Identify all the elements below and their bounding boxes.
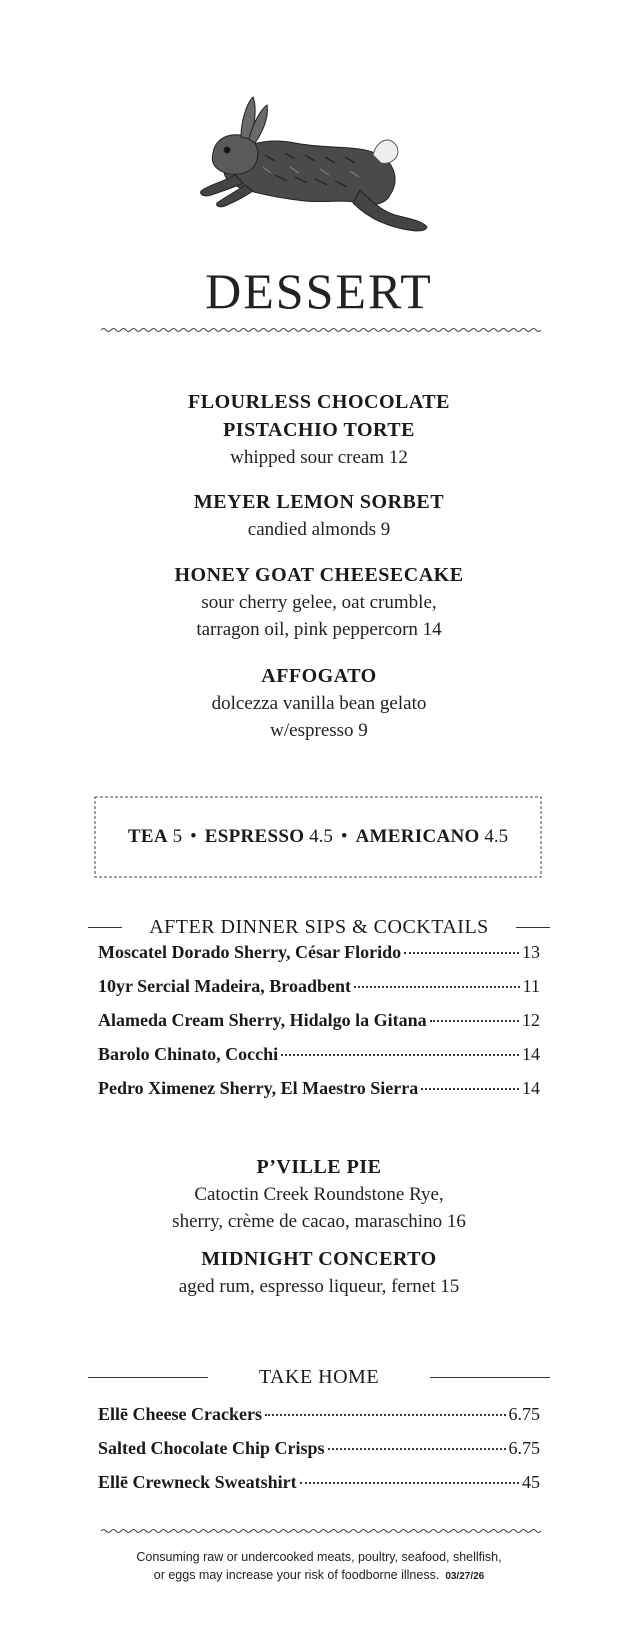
item-name: Moscatel Dorado Sherry, César Florido <box>98 942 402 962</box>
item-name: P’VILLE PIE <box>256 1156 382 1178</box>
leader-dots <box>354 986 520 988</box>
item-description: tarragon oil, pink peppercorn 14 <box>196 619 442 640</box>
espresso-price: 4.5 <box>309 826 333 847</box>
leader-dots <box>328 1448 506 1450</box>
item-name: AFFOGATO <box>261 665 377 687</box>
section-heading <box>88 912 550 942</box>
item-name: MEYER LEMON SORBET <box>193 491 445 513</box>
menu-item <box>0 561 638 643</box>
list-item <box>98 1404 540 1438</box>
americano-label: AMERICANO <box>355 826 480 847</box>
item-description: sour cherry gelee, oat crumble, <box>201 592 437 613</box>
section-title: TAKE HOME <box>258 1365 380 1388</box>
item-price: 6.75 <box>508 1438 540 1458</box>
leader-dots <box>421 1088 519 1090</box>
menu-item <box>0 388 638 471</box>
list-item <box>98 942 540 976</box>
list-item <box>98 1472 540 1506</box>
menu-item <box>0 1153 638 1235</box>
sips-list <box>98 942 540 1112</box>
item-name: Pedro Ximenez Sherry, El Maestro Sierra <box>98 1078 419 1098</box>
tea-label: TEA <box>127 826 168 847</box>
item-description: aged rum, espresso liqueur, fernet 15 <box>178 1276 460 1297</box>
heading-rule <box>88 1377 208 1378</box>
leader-dots <box>404 952 519 954</box>
item-name: 10yr Sercial Madeira, Broadbent <box>98 976 351 996</box>
disclaimer-line: or eggs may increase your risk of foodborne illness. <box>153 1568 440 1582</box>
item-name: Salted Chocolate Chip Crisps <box>98 1438 325 1458</box>
list-item <box>98 1010 540 1044</box>
wavy-divider <box>101 326 541 334</box>
item-price: 12 <box>522 1010 540 1030</box>
item-name: Alameda Cream Sherry, Hidalgo la Gitana <box>98 1010 427 1030</box>
menu-item <box>0 488 638 543</box>
item-description: sherry, crème de cacao, maraschino 16 <box>172 1211 466 1232</box>
menu-item <box>0 662 638 744</box>
leader-dots <box>265 1414 506 1416</box>
list-item <box>98 976 540 1010</box>
disclaimer-line: Consuming raw or undercooked meats, poultry, seafood, shellfish, <box>136 1550 502 1564</box>
item-name: Barolo Chinato, Cocchi <box>98 1044 279 1064</box>
item-price: 11 <box>522 976 540 996</box>
list-item <box>98 1044 540 1078</box>
wavy-divider <box>101 1527 541 1535</box>
item-name: FLOURLESS CHOCOLATE <box>188 391 450 413</box>
section-title: AFTER DINNER SIPS & COCKTAILS <box>149 915 489 938</box>
item-name: HONEY GOAT CHEESECAKE <box>174 564 464 586</box>
rabbit-illustration <box>195 95 445 245</box>
take-home-list <box>98 1404 540 1506</box>
item-description: Catoctin Creek Roundstone Rye, <box>194 1184 444 1205</box>
espresso-label: ESPRESSO <box>204 826 305 847</box>
item-price: 14 <box>522 1078 540 1098</box>
item-name: MIDNIGHT CONCERTO <box>201 1248 437 1270</box>
item-description: candied almonds 9 <box>247 519 391 540</box>
coffee-prices <box>93 795 543 879</box>
menu-item <box>0 1245 638 1300</box>
leader-dots <box>300 1482 519 1484</box>
item-description: w/espresso 9 <box>270 720 368 741</box>
food-safety-disclaimer <box>0 1548 638 1586</box>
item-name: PISTACHIO TORTE <box>223 419 415 441</box>
item-price: 14 <box>522 1044 540 1064</box>
section-heading <box>88 1362 550 1392</box>
list-item <box>98 1078 540 1112</box>
leader-dots <box>281 1054 519 1056</box>
separator: • <box>340 826 348 847</box>
leader-dots <box>430 1020 519 1022</box>
menu-date: 03/27/26 <box>445 1571 485 1582</box>
tea-price: 5 <box>172 826 183 847</box>
item-price: 13 <box>522 942 540 962</box>
separator: • <box>190 826 197 847</box>
page-title: DESSERT <box>205 263 433 319</box>
americano-price: 4.5 <box>484 826 509 847</box>
item-name: Ellē Cheese Crackers <box>98 1404 262 1424</box>
heading-rule <box>430 1377 550 1378</box>
item-price: 45 <box>522 1472 540 1492</box>
heading-rule <box>88 927 122 928</box>
list-item <box>98 1438 540 1472</box>
heading-rule <box>516 927 550 928</box>
item-description: whipped sour cream 12 <box>230 447 408 468</box>
item-price: 6.75 <box>508 1404 540 1424</box>
item-description: dolcezza vanilla bean gelato <box>211 693 427 714</box>
item-name: Ellē Crewneck Sweatshirt <box>98 1472 297 1492</box>
